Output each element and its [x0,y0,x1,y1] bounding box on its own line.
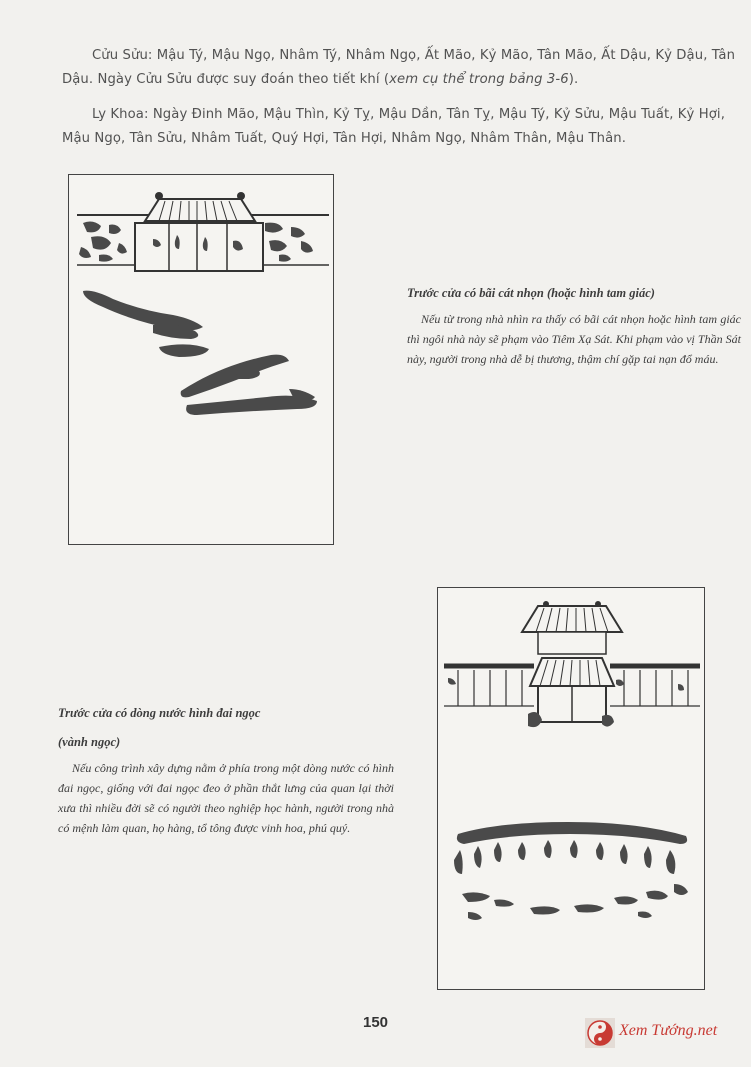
paragraph-cuu-suu-text: Cửu Sửu: Mậu Tý, Mậu Ngọ, Nhâm Tý, Nhâm Ngọ, Ất Mão, Kỷ Mão, Tân Mão, Ất Dậu, Kỷ Dậu, Tân Dậu. Ngày Cửu Sửu được suy đoán theo tiết khí ( [62,48,736,87]
caption-subtitle: (vành ngọc) [58,735,121,749]
caption-body: Nếu công trình xây dựng nằm ở phía trong một dòng nước có hình đai ngọc, giống với đai ngọc đeo ở phần thắt lưng của quan lại thời xưa thì nhiều đời sẽ có người theo nghiệp học hành, người trong nhà có mệnh làm quan, họ hàng, tổ tông được vinh hoa, phú quý. [58,761,394,835]
house-with-sand-illustration [69,175,333,544]
paragraph-cuu-suu-ref: xem cụ thể trong bảng 3-6 [389,72,569,87]
yin-yang-icon [585,1018,615,1048]
figure-sand-triangle [68,174,334,545]
caption-jade-belt [58,706,394,838]
paragraph-cuu-suu [62,44,738,92]
figure-jade-belt-water [437,587,705,990]
watermark-text: Xem Tướng.net [619,1022,718,1039]
caption-sand-triangle [407,286,741,369]
caption-title: Trước cửa có bãi cát nhọn (hoặc hình tam giác) [407,286,655,300]
caption-body: Nếu từ trong nhà nhìn ra thấy có bãi cát nhọn hoặc hình tam giác thì ngôi nhà này sẽ phạm vào Tiêm Xạ Sát. Khi phạm vào vị Thần Sát này, người trong nhà dễ bị thương, thậm chí gặp tai nạn đổ máu. [407,312,741,366]
house-with-water-illustration [438,588,704,989]
watermark-logo [585,1014,745,1052]
paragraph-cuu-suu-end: ). [568,72,579,87]
paragraph-ly-khoa: Ly Khoa: Ngày Đinh Mão, Mậu Thìn, Kỷ Tỵ, Mậu Dần, Tân Tỵ, Mậu Tý, Kỷ Sửu, Mậu Tuất, Kỷ Hợi, Mậu Ngọ, Tân Sửu, Nhâm Tuất, Quý Hợi, Tân Hợi, Nhâm Ngọ, Nhâm Thân, Mậu Thân. [62,107,725,146]
caption-title: Trước cửa có dòng nước hình đai ngọc [58,706,261,720]
page-number: 150 [362,1014,389,1031]
